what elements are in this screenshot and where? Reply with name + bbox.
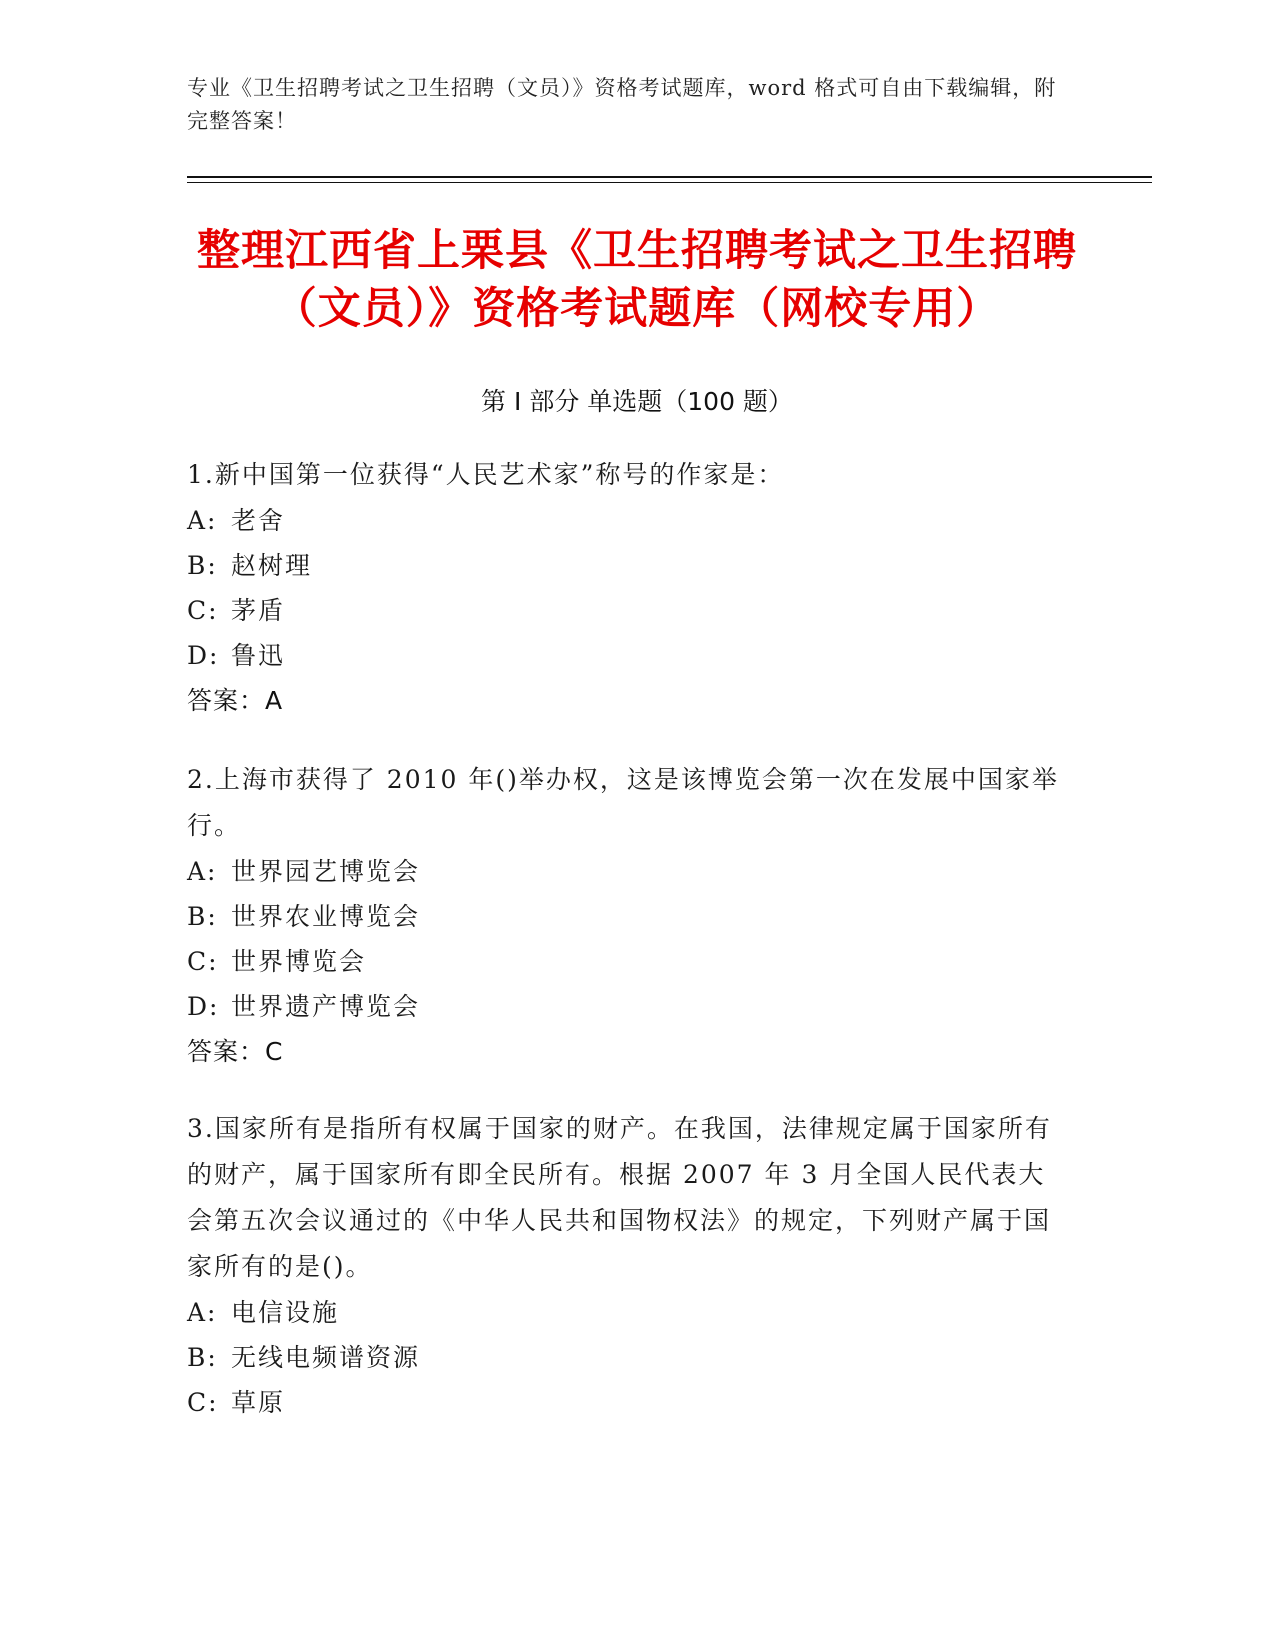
question-text: 1.新中国第一位获得“人民艺术家”称号的作家是：: [187, 460, 785, 489]
option-text: 世界博览会: [231, 947, 367, 976]
answer: 答案：C: [187, 1037, 284, 1066]
option-text: 鲁迅: [231, 641, 286, 670]
header-divider-thick: [187, 176, 1152, 178]
option-label: B:: [187, 1343, 218, 1372]
option-label: C:: [187, 1388, 219, 1417]
option-text: 赵树理: [231, 551, 313, 580]
option-c: [187, 1380, 1067, 1425]
header-divider-thin: [187, 182, 1152, 183]
option-a: [187, 1290, 1067, 1335]
question-text: 2.上海市获得了 2010 年()举办权，这是该博览会第一次在发展中国家举行。: [187, 765, 1059, 840]
option-label: A:: [187, 1298, 218, 1327]
option-label: A:: [187, 506, 218, 535]
option-text: 老舍: [231, 506, 286, 535]
option-label: A:: [187, 857, 218, 886]
answer: 答案：A: [187, 686, 284, 715]
option-text: 世界遗产博览会: [231, 992, 421, 1021]
option-text: 无线电频谱资源: [231, 1343, 421, 1372]
option-d: [187, 633, 1067, 678]
section-title: 第 I 部分 单选题（100 题）: [481, 387, 793, 416]
option-text: 茅盾: [231, 596, 286, 625]
question-1: [187, 452, 1067, 724]
header-note: 专业《卫生招聘考试之卫生招聘（文员）》资格考试题库，word 格式可自由下载编辑，附完整答案！: [187, 76, 1057, 133]
option-text: 世界农业博览会: [231, 902, 421, 931]
option-label: B:: [187, 902, 218, 931]
option-label: B:: [187, 551, 218, 580]
option-text: 电信设施: [231, 1298, 340, 1327]
option-a: [187, 498, 1067, 543]
option-a: [187, 849, 1067, 894]
option-label: D:: [187, 992, 220, 1021]
question-2: [187, 757, 1067, 1075]
option-b: [187, 543, 1067, 588]
option-c: [187, 588, 1067, 633]
option-label: C:: [187, 596, 219, 625]
question-3: [187, 1106, 1067, 1425]
option-c: [187, 939, 1067, 984]
option-b: [187, 894, 1067, 939]
option-text: 草原: [231, 1388, 286, 1417]
option-b: [187, 1335, 1067, 1380]
option-d: [187, 984, 1067, 1029]
question-text: 3.国家所有是指所有权属于国家的财产。在我国，法律规定属于国家所有的财产，属于国家所有即全民所有。根据 2007 年 3 月全国人民代表大会第五次会议通过的《中华人民共和国物权法》的规定，下列财产属于国家所有的是()。: [187, 1114, 1052, 1281]
document-title: 整理江西省上栗县《卫生招聘考试之卫生招聘（文员）》资格考试题库（网校专用）: [197, 226, 1077, 334]
option-label: D:: [187, 641, 220, 670]
option-label: C:: [187, 947, 219, 976]
option-text: 世界园艺博览会: [231, 857, 421, 886]
